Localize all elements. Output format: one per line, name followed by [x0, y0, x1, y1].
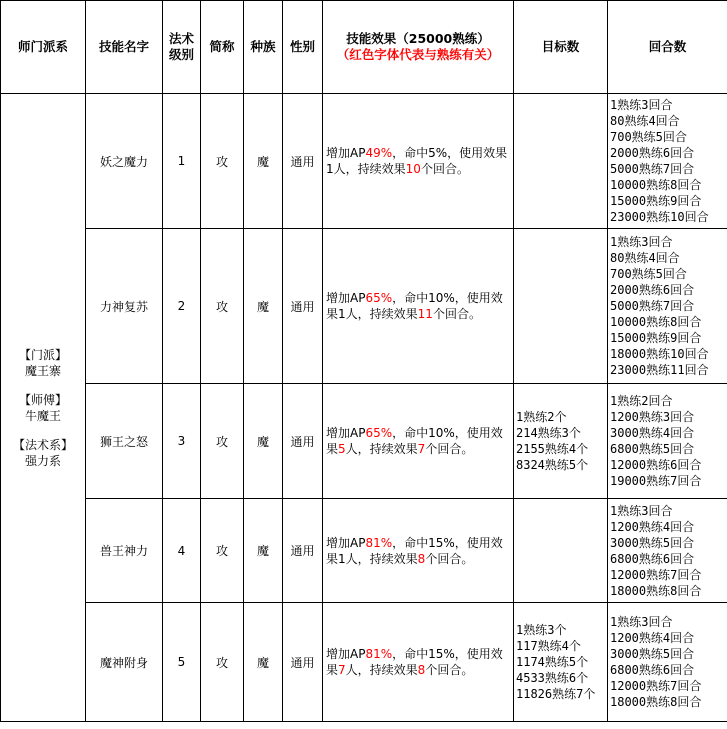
skill-effect: 增加AP81%，命中15%，使用效果7人，持续效果8个回合。 — [323, 603, 514, 722]
table-row — [1, 603, 727, 722]
skill-abbr: 攻 — [201, 229, 244, 384]
header-targets: 目标数 — [514, 1, 608, 94]
skill-gender: 通用 — [283, 603, 323, 722]
skill-abbr: 攻 — [201, 384, 244, 499]
skill-effect: 增加AP65%，命中10%，使用效果5人，持续效果7个回合。 — [323, 384, 514, 499]
skill-name: 狮王之怒 — [86, 384, 163, 499]
skill-level: 3 — [163, 384, 201, 499]
target-count-cell: 1熟练2个 214熟练3个 2155熟练4个 8324熟练5个 — [514, 384, 608, 499]
skill-level: 2 — [163, 229, 201, 384]
header-effect — [323, 1, 514, 94]
header-effect-note: （红色字体代表与熟练有关） — [336, 47, 500, 62]
target-count-cell — [514, 499, 608, 603]
table-row — [1, 229, 727, 384]
header-race: 种族 — [244, 1, 283, 94]
header-gender: 性别 — [283, 1, 323, 94]
skill-race: 魔 — [244, 94, 283, 229]
master-label: 【师傅】 — [18, 392, 67, 407]
round-count-cell: 1熟练2回合 1200熟练3回合 3000熟练4回合 6800熟练5回合 12000熟练6回合 19000熟练7回合 — [608, 384, 727, 499]
skill-name: 魔神附身 — [86, 603, 163, 722]
header-skill-name: 技能名字 — [86, 1, 163, 94]
skill-effect: 增加AP49%，命中5%，使用效果1人，持续效果10个回合。 — [323, 94, 514, 229]
skill-gender: 通用 — [283, 229, 323, 384]
skill-name: 力神复苏 — [86, 229, 163, 384]
round-count-cell: 1熟练3回合 1200熟练4回合 3000熟练5回合 6800熟练6回合 12000熟练7回合 18000熟练8回合 — [608, 603, 727, 722]
table-row — [1, 499, 727, 603]
skill-race: 魔 — [244, 229, 283, 384]
skill-race: 魔 — [244, 384, 283, 499]
sect-value: 魔王寨 — [24, 363, 61, 378]
header-abbr: 简称 — [201, 1, 244, 94]
round-count-cell: 1熟练3回合 1200熟练4回合 3000熟练5回合 6800熟练6回合 12000熟练7回合 18000熟练8回合 — [608, 499, 727, 603]
skill-race: 魔 — [244, 499, 283, 603]
master-value: 牛魔王 — [24, 408, 61, 423]
round-count-cell: 1熟练3回合 80熟练4回合 700熟练5回合 2000熟练6回合 5000熟练7回合 10000熟练8回合 15000熟练9回合 23000熟练10回合 — [608, 94, 727, 229]
skill-effect: 增加AP65%，命中10%，使用效果1人，持续效果11个回合。 — [323, 229, 514, 384]
type-value: 强力系 — [24, 453, 61, 468]
skill-level: 4 — [163, 499, 201, 603]
skill-abbr: 攻 — [201, 94, 244, 229]
skill-gender: 通用 — [283, 499, 323, 603]
round-count-cell: 1熟练3回合 80熟练4回合 700熟练5回合 2000熟练6回合 5000熟练7回合 10000熟练8回合 15000熟练9回合 18000熟练10回合 23000熟练11回合 — [608, 229, 727, 384]
target-count-cell — [514, 94, 608, 229]
skill-level: 1 — [163, 94, 201, 229]
type-label: 【法术系】 — [12, 437, 73, 452]
table-row — [1, 94, 727, 229]
skill-abbr: 攻 — [201, 603, 244, 722]
sect-label: 【门派】 — [18, 347, 67, 362]
skill-effect: 增加AP81%，命中15%，使用效果1人，持续效果8个回合。 — [323, 499, 514, 603]
skill-abbr: 攻 — [201, 499, 244, 603]
skill-race: 魔 — [244, 603, 283, 722]
header-school: 师门派系 — [1, 1, 86, 94]
skill-name: 兽王神力 — [86, 499, 163, 603]
skill-level: 5 — [163, 603, 201, 722]
target-count-cell — [514, 229, 608, 384]
table-row — [1, 384, 727, 499]
skill-gender: 通用 — [283, 384, 323, 499]
header-row — [1, 1, 727, 94]
header-level: 法术 级别 — [163, 1, 201, 94]
school-cell — [1, 94, 86, 722]
header-effect-title: 技能效果（25000熟练） — [346, 31, 490, 46]
header-rounds: 回合数 — [608, 1, 727, 94]
skill-name: 妖之魔力 — [86, 94, 163, 229]
target-count-cell: 1熟练3个 117熟练4个 1174熟练5个 4533熟练6个 11826熟练7个 — [514, 603, 608, 722]
skill-gender: 通用 — [283, 94, 323, 229]
